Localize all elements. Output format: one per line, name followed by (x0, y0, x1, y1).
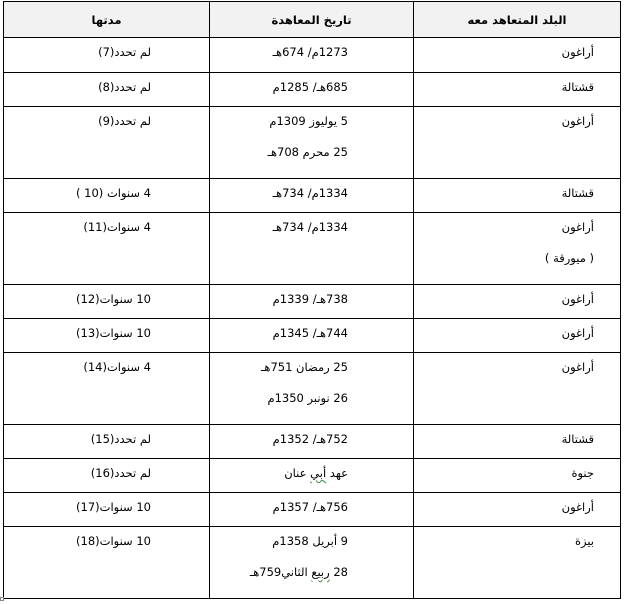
duration-cell-text: لم تحدد(15) (90, 432, 151, 446)
treaty-date-cell-text: 1334م/ 734هـ (272, 186, 348, 200)
treaty-date-cell (210, 213, 414, 285)
table-body (4, 38, 621, 599)
table-row (4, 459, 621, 493)
treaty-date-cell (210, 459, 414, 493)
duration-cell (4, 353, 210, 425)
country-cell (414, 459, 621, 493)
duration-cell (4, 73, 210, 107)
treaty-date-cell (210, 353, 414, 425)
country-cell-text: أراغون (561, 220, 594, 234)
treaty-date-cell (210, 73, 414, 107)
treaty-date-cell-text: 28 ربيع الثاني759هـ (249, 565, 348, 579)
treaty-date-cell (210, 493, 414, 527)
country-cell-text: ( ميورقة ) (544, 251, 594, 265)
treaty-date-cell-text: 744هـ/ 1345م (272, 326, 348, 340)
table-row (4, 353, 621, 425)
header-row (4, 2, 621, 38)
duration-cell (4, 213, 210, 285)
duration-cell (4, 285, 210, 319)
table-row (4, 213, 621, 285)
country-cell (414, 285, 621, 319)
treaty-date-cell-text: 1334م/ 734هـ (272, 220, 348, 234)
treaty-date-cell-text: 685هـ/ 1285م (272, 80, 348, 94)
table-row (4, 107, 621, 179)
duration-cell (4, 319, 210, 353)
country-cell (414, 425, 621, 459)
country-cell-text: أراغون (561, 500, 594, 514)
duration-cell-text: 4 سنوات(11) (83, 220, 151, 234)
duration-cell-text: لم تحدد(16) (90, 466, 151, 480)
duration-cell (4, 527, 210, 599)
treaty-date-cell-text: 756هـ/ 1357م (272, 500, 348, 514)
header-duration: مدتها (4, 2, 210, 38)
duration-cell (4, 107, 210, 179)
country-cell-text: قشتالة (561, 432, 594, 446)
duration-cell-text: لم تحدد(8) (98, 80, 151, 94)
duration-cell-text: لم تحدد(7) (98, 45, 151, 59)
table-row (4, 285, 621, 319)
duration-cell-text: 10 سنوات(18) (76, 534, 151, 548)
country-cell-text: أراغون (561, 326, 594, 340)
duration-cell (4, 425, 210, 459)
country-cell (414, 319, 621, 353)
country-cell-text: قشتالة (561, 186, 594, 200)
corner-mark (0, 597, 4, 601)
country-cell-text: أراغون (561, 360, 594, 374)
treaty-date-cell-text: عهد أبي عنان (284, 466, 348, 480)
duration-cell-text: 10 سنوات(17) (76, 500, 151, 514)
treaty-date-cell-text: 738هـ/ 1339م (272, 292, 348, 306)
country-cell-text: أراغون (561, 292, 594, 306)
country-cell (414, 493, 621, 527)
duration-cell-text: 4 سنوات (10 ) (76, 186, 151, 200)
spellcheck-mark: أبي (310, 466, 327, 480)
treaty-date-cell (210, 38, 414, 73)
duration-cell (4, 459, 210, 493)
country-cell-text: قشتالة (561, 80, 594, 94)
table-row (4, 493, 621, 527)
treaty-date-cell-text: 9 أبريل 1358م (272, 534, 348, 548)
treaty-date-cell (210, 527, 414, 599)
treaty-date-cell (210, 319, 414, 353)
country-cell (414, 107, 621, 179)
duration-cell-text: 4 سنوات(14) (83, 360, 151, 374)
treaty-date-cell (210, 107, 414, 179)
header-country: البلد المتعاهد معه (414, 2, 621, 38)
duration-cell (4, 179, 210, 213)
table-row (4, 425, 621, 459)
country-cell (414, 179, 621, 213)
table-row (4, 179, 621, 213)
country-cell (414, 38, 621, 73)
table-row (4, 527, 621, 599)
duration-cell-text: 10 سنوات(12) (76, 292, 151, 306)
table-header (4, 2, 621, 38)
treaty-date-cell-text: 26 نونبر 1350م (267, 391, 348, 405)
treaty-date-cell-text: 25 رمضان 751هـ (261, 360, 348, 374)
treaty-date-cell-text: 1273م/ 674هـ (272, 45, 348, 59)
country-cell-text: أراغون (561, 45, 594, 59)
country-cell-text: بيزة (574, 534, 594, 548)
treaty-date-cell (210, 285, 414, 319)
table-row (4, 319, 621, 353)
treaty-date-cell (210, 425, 414, 459)
country-cell (414, 213, 621, 285)
table-row (4, 73, 621, 107)
country-cell-text: جنوة (571, 466, 594, 480)
country-cell (414, 527, 621, 599)
header-treaty-date: تاريخ المعاهدة (210, 2, 414, 38)
treaty-date-cell (210, 179, 414, 213)
country-cell (414, 353, 621, 425)
spellcheck-mark: ربيع (311, 565, 330, 579)
treaty-date-cell-text: 25 محرم 708هـ (267, 145, 348, 159)
treaties-table (3, 1, 621, 599)
duration-cell-text: 10 سنوات(13) (76, 326, 151, 340)
treaty-date-cell-text: 5 يوليوز 1309م (269, 114, 348, 128)
treaty-date-cell-text: 752هـ/ 1352م (272, 432, 348, 446)
duration-cell (4, 38, 210, 73)
country-cell (414, 73, 621, 107)
duration-cell (4, 493, 210, 527)
country-cell-text: أراغون (561, 114, 594, 128)
duration-cell-text: لم تحدد(9) (98, 114, 151, 128)
table-row (4, 38, 621, 73)
